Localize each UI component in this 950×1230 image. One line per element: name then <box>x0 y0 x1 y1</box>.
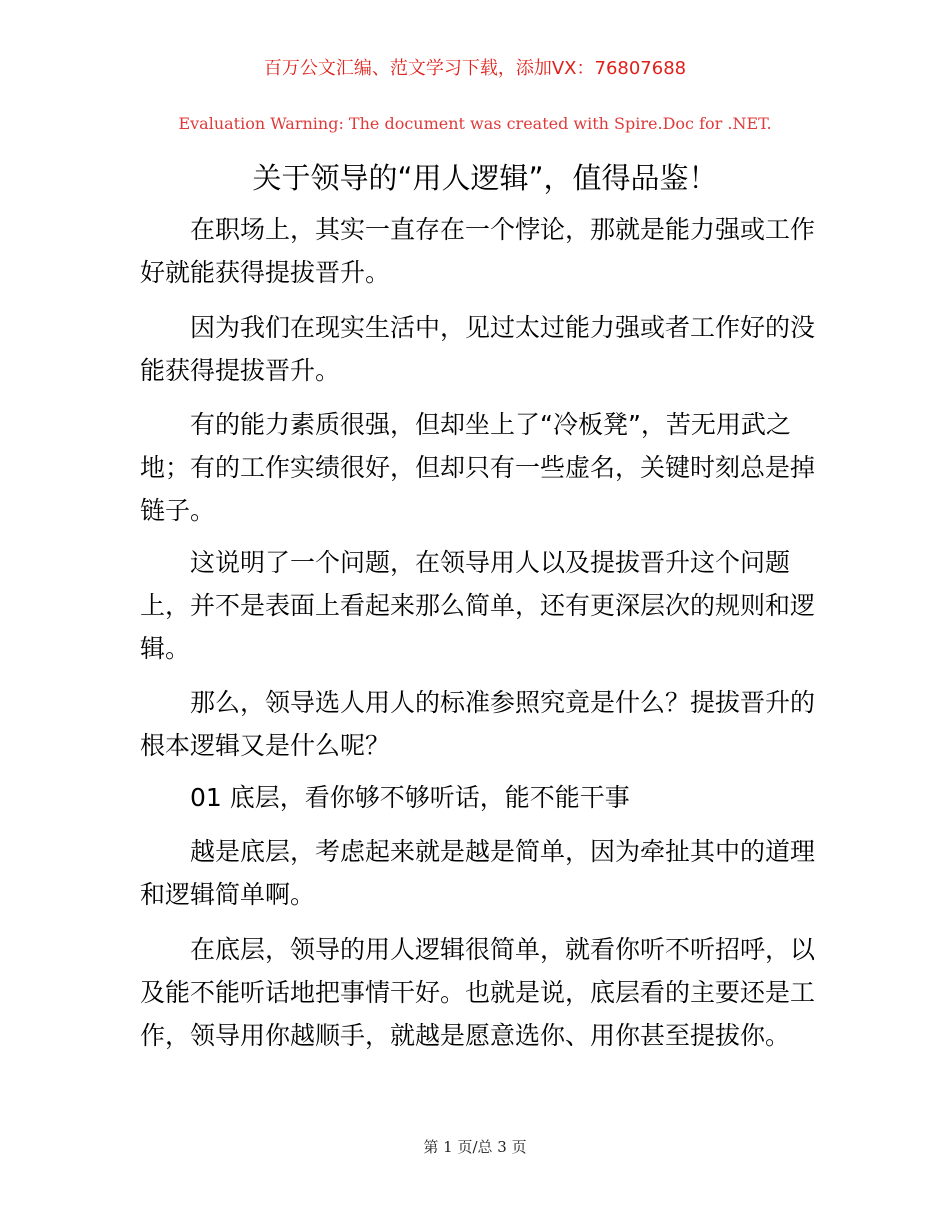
paragraph-line: 作，领导用你越顺手，就越是愿意选你、用你甚至提拔你。 <box>140 1021 791 1050</box>
paragraph-line: 和逻辑简单啊。 <box>140 880 316 909</box>
paragraph-line: 上，并不是表面上看起来那么简单，还有更深层次的规则和逻 <box>140 591 816 620</box>
page-number: 第 1 页/总 3 页 <box>423 1138 527 1156</box>
paragraph-line: 好就能获得提拔晋升。 <box>140 258 391 287</box>
paragraph <box>140 403 830 532</box>
paragraph-line: 辑。 <box>140 634 191 663</box>
paragraph <box>140 681 830 767</box>
paragraph-line: 01 底层，看你够不够听话，能不能干事 <box>190 783 630 812</box>
paragraph-line: 那么，领导选人用人的标准参照究竟是什么？提拔晋升的 <box>190 688 816 717</box>
paragraph <box>140 541 830 670</box>
document-title: 关于领导的“用人逻辑”，值得品鉴！ <box>252 161 718 195</box>
paragraph <box>140 928 830 1057</box>
paragraph <box>140 776 830 819</box>
paragraph-line: 越是底层，考虑起来就是越是简单，因为牵扯其中的道理 <box>190 837 816 866</box>
paragraph-line: 链子。 <box>140 496 216 525</box>
paragraph <box>140 830 830 916</box>
paragraph-line: 根本逻辑又是什么呢？ <box>140 731 391 760</box>
evaluation-warning: Evaluation Warning: The document was created with Spire.Doc for .NET. <box>178 114 772 133</box>
paragraph <box>140 208 830 294</box>
paragraph-line: 有的能力素质很强，但却坐上了“冷板凳”，苦无用武之 <box>190 410 791 439</box>
paragraph-line: 及能不能听话地把事情干好。也就是说，底层看的主要还是工 <box>140 978 816 1007</box>
paragraph-line: 这说明了一个问题，在领导用人以及提拔晋升这个问题 <box>190 548 791 577</box>
paragraph-line: 地；有的工作实绩很好，但却只有一些虚名，关键时刻总是掉 <box>140 453 816 482</box>
paragraph-line: 在职场上，其实一直存在一个悖论，那就是能力强或工作 <box>190 215 816 244</box>
paragraph-line: 能获得提拔晋升。 <box>140 356 341 385</box>
paragraph-line: 因为我们在现实生活中，见过太过能力强或者工作好的没 <box>190 313 816 342</box>
promo-banner: 百万公文汇编、范文学习下载，添加VX：76807688 <box>263 58 687 79</box>
paragraph-line: 在底层，领导的用人逻辑很简单，就看你听不听招呼，以 <box>190 935 816 964</box>
paragraph <box>140 306 830 392</box>
